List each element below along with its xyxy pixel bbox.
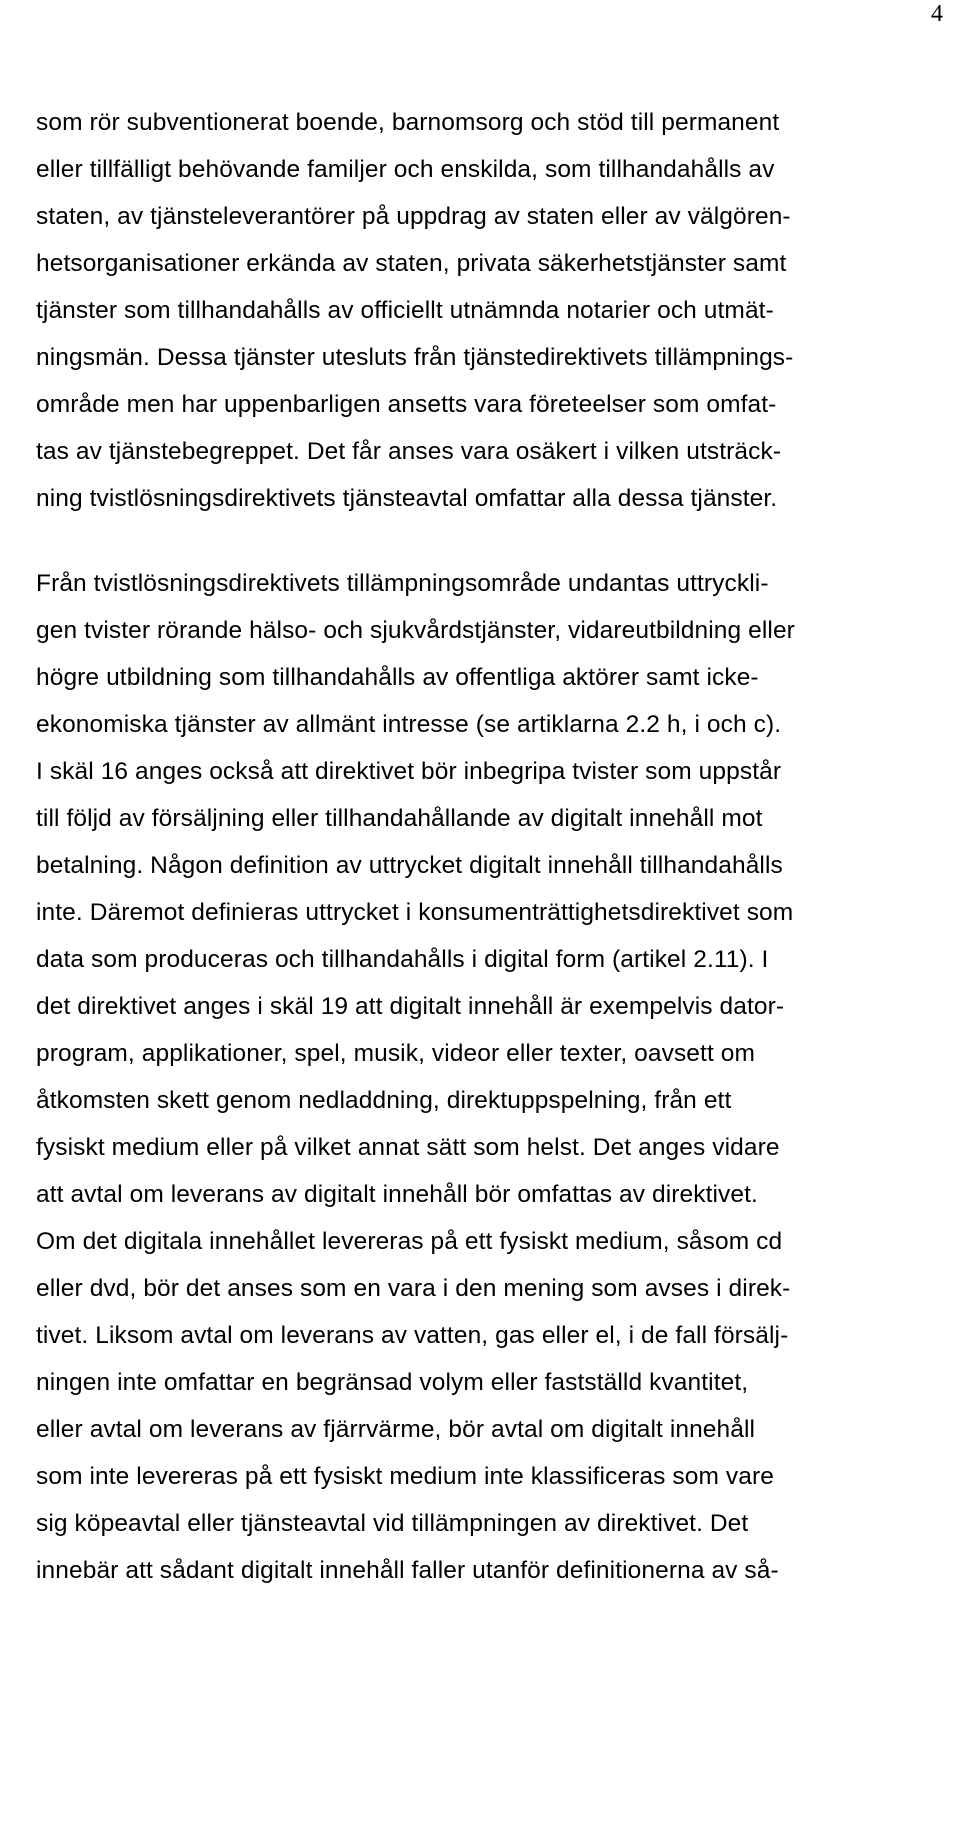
text-line: staten, av tjänsteleverantörer på uppdrag av staten eller av välgören- xyxy=(36,203,791,230)
text-line: tjänster som tillhandahålls av officiellt utnämnda notarier och utmät- xyxy=(36,297,774,324)
text-line: tivet. Liksom avtal om leverans av vatten, gas eller el, i de fall försälj- xyxy=(36,1322,789,1349)
text-line: som inte levereras på ett fysiskt medium inte klassificeras som vare xyxy=(36,1463,774,1490)
text-line: område men har uppenbarligen ansetts vara företeelser som omfat- xyxy=(36,391,777,418)
text-line: eller dvd, bör det anses som en vara i den mening som avses i direk- xyxy=(36,1275,791,1302)
text-line: Från tvistlösningsdirektivets tillämpningsområde undantas uttryckli- xyxy=(36,570,769,597)
text-line: eller tillfälligt behövande familjer och enskilda, som tillhandahålls av xyxy=(36,156,775,183)
text-line: inte. Däremot definieras uttrycket i konsumenträttighetsdirektivet som xyxy=(36,899,794,926)
text-line: fysiskt medium eller på vilket annat sätt som helst. Det anges vidare xyxy=(36,1134,780,1161)
text-line: I skäl 16 anges också att direktivet bör inbegripa tvister som uppstår xyxy=(36,758,782,785)
text-line: ningsmän. Dessa tjänster utesluts från tjänstedirektivets tillämpnings- xyxy=(36,344,794,371)
paragraph-1 xyxy=(36,99,936,522)
text-line: gen tvister rörande hälso- och sjukvårdstjänster, vidareutbildning eller xyxy=(36,617,795,644)
text-line: det direktivet anges i skäl 19 att digitalt innehåll är exempelvis dator- xyxy=(36,993,785,1020)
text-line: tas av tjänstebegreppet. Det får anses vara osäkert i vilken utsträck- xyxy=(36,438,782,465)
text-line: betalning. Någon definition av uttrycket digitalt innehåll tillhandahålls xyxy=(36,852,783,879)
text-line: eller avtal om leverans av fjärrvärme, bör avtal om digitalt innehåll xyxy=(36,1416,756,1443)
text-line: till följd av försäljning eller tillhandahållande av digitalt innehåll mot xyxy=(36,805,763,832)
text-line: åtkomsten skett genom nedladdning, direktuppspelning, från ett xyxy=(36,1087,732,1114)
text-line: data som produceras och tillhandahålls i digital form (artikel 2.11). I xyxy=(36,946,769,973)
text-line: ningen inte omfattar en begränsad volym eller fastställd kvantitet, xyxy=(36,1369,749,1396)
text-line: Om det digitala innehållet levereras på ett fysiskt medium, såsom cd xyxy=(36,1228,783,1255)
text-line: innebär att sådant digitalt innehåll faller utanför definitionerna av så- xyxy=(36,1557,779,1584)
page-number: 4 xyxy=(931,1,943,27)
text-line: att avtal om leverans av digitalt innehåll bör omfattas av direktivet. xyxy=(36,1181,758,1208)
text-line: sig köpeavtal eller tjänsteavtal vid tillämpningen av direktivet. Det xyxy=(36,1510,749,1537)
text-line: högre utbildning som tillhandahålls av offentliga aktörer samt icke- xyxy=(36,664,759,691)
text-line: hetsorganisationer erkända av staten, privata säkerhetstjänster samt xyxy=(36,250,787,277)
text-line: som rör subventionerat boende, barnomsorg och stöd till permanent xyxy=(36,109,780,136)
text-line: ekonomiska tjänster av allmänt intresse (se artiklarna 2.2 h, i och c). xyxy=(36,711,782,738)
text-line: program, applikationer, spel, musik, videor eller texter, oavsett om xyxy=(36,1040,755,1067)
paragraph-2 xyxy=(36,560,936,1594)
text-line: ning tvistlösningsdirektivets tjänsteavtal omfattar alla dessa tjänster. xyxy=(36,485,778,512)
